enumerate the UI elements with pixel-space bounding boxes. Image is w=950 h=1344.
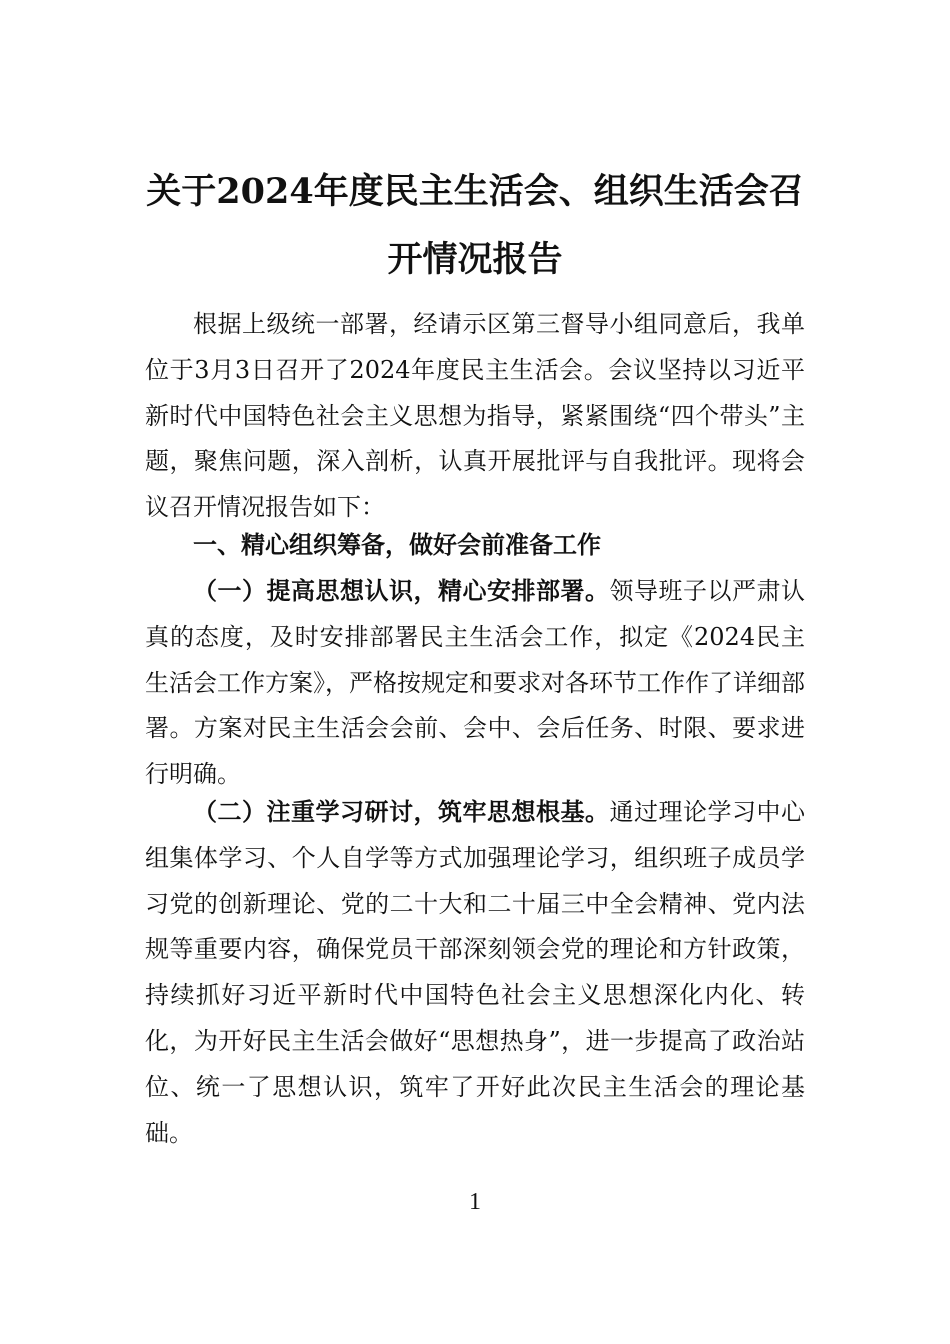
item-2-paragraph xyxy=(145,789,805,1156)
item-2-lead: （二）注重学习研讨，筑牢思想根基。 xyxy=(193,797,610,826)
item-2-body: 通过理论学习中心组集体学习、个人自学等方式加强理论学习，组织班子成员学习党的创新理论、党的二十大和二十届三中全会精神、党内法规等重要内容，确保党员干部深刻领会党的理论和方针政策，持续抓好习近平新时代中国特色社会主义思想深化内化、转化，为开好民主生活会做好“思想热身”，进一步提高了政治站位、统一了思想认识，筑牢了开好此次民主生活会的理论基础。 xyxy=(145,798,805,1147)
document-title-line-2: 开情况报告 xyxy=(387,239,563,280)
document-title-line-1: 关于2024年度民主生活会、组织生活会召 xyxy=(146,171,804,212)
item-1-paragraph xyxy=(145,568,805,798)
item-1-body: 领导班子以严肃认真的态度，及时安排部署民主生活会工作，拟定《2024民主生活会工作方案》，严格按规定和要求对各环节工作作了详细部署。方案对民主生活会会前、会中、会后任务、时限、要求进行明确。 xyxy=(145,577,805,789)
page-number: 1 xyxy=(469,1189,481,1215)
item-1-lead: （一）提高思想认识，精心安排部署。 xyxy=(193,576,610,605)
section-1-heading: 一、精心组织筹备，做好会前准备工作 xyxy=(193,531,601,559)
intro-paragraph: 根据上级统一部署，经请示区第三督导小组同意后，我单位于3月3日召开了2024年度民主生活会。会议坚持以习近平新时代中国特色社会主义思想为指导，紧紧围绕“四个带头”主题，聚焦问题，深入剖析，认真开展批评与自我批评。现将会议召开情况报告如下： xyxy=(145,310,805,522)
